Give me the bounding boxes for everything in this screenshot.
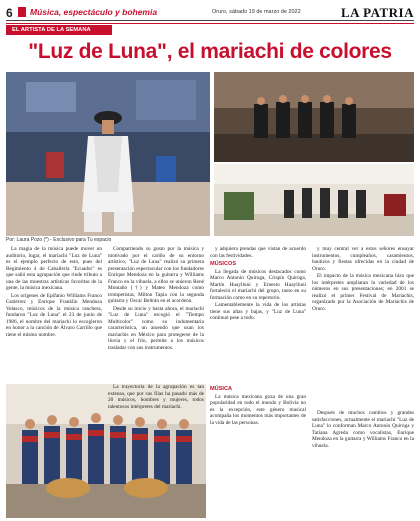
subhead-musica: MÚSICA (210, 386, 233, 392)
paragraph: La trayectoria de la agrupación es tan extensa, que por sus filas ha pasado más de 20 músicos, hombres y mujeres, todos talentosos intérpretes del mariachi. (108, 384, 204, 410)
masthead-logo: LA PATRIA (341, 5, 414, 20)
article-column-3 (210, 246, 306, 376)
paragraph: y adquiera prendas que vistan de acuerdo con las festividades. (210, 246, 306, 259)
section-title: Música, espectáculo y bohemia (30, 7, 158, 17)
kicker-rule (6, 23, 414, 24)
article-column-5 (108, 384, 204, 444)
paragraph: Los orígenes de Epifanio Williams Franco Gutiérrez y Enrique Franklin Mendoza Velasco, músicos de la música ranchera, fundaron "Luz de Luna" el 23 de junio de 1986, el nombre del mariachi lo escogieron en honor a la canción de Álvaro Carrillo que tiene el mismo nombre. (6, 292, 102, 338)
page-header (6, 6, 414, 21)
paragraph: Compartiendo su gusto por la música y motivado por el cariño de su entorno artístico, "Luz de Luna" realizó su primera presentación espectacular con los fundadores Enrique Mendoza en la guitarra y Williams Franco en la vihuela, a ellos se unieron René Montaño (†) y Mateo Mendoza como trompetistas, Milton Tapia con la segunda guitarra y Oscar Beltrán en el acordeón. (108, 246, 204, 304)
subhead-musicos: MÚSICOS (210, 261, 237, 267)
article-column-2 (108, 246, 204, 376)
photo-group (214, 72, 414, 162)
paragraph: La música mexicana goza de una gran popularidad en todo el mundo y Bolivia no es la excepción, este género musical acompaña los momentos más importantes de la vida de las personas. (210, 393, 306, 426)
paragraph: y muy central ver a estos señores ensayar instrumentos, cumpleaños, casamientos, bautizos y fiestas ofrecidas en la ciudad de Oruro. (312, 246, 414, 272)
paragraph: La llegada de músicos destacados como Marco Antonio Quiroga, Crispín Quiroga, Martín Huaylluni y Ernesto Huaylluni fortaleció el mariachi del grupo, tanto en su formación como en su repertorio. (210, 268, 306, 301)
paragraph: Después de muchos cambios y grandes satisfacciones, actualmente el mariachi "Luz de Luna" lo conforman Marco Antonio Quiroga y Tatiana Agreda como vocalistas, Enrique Mendoza en la guitarra y Williams Franco en la vihuela. (312, 410, 414, 449)
photo-lobby (214, 164, 414, 236)
article-column-7 (312, 410, 414, 518)
paragraph: La magia de la música puede mover un auditorio, lugar, el mariachi "Luz de Luna" es el ejemplo perfecto de esto, pues del Regimiento 4 de Caballería "Ecuador" es que salió esta agrupación que rinde tributo a una de las muestras artísticas favoritas de la gente, la música mexicana. (6, 246, 102, 291)
article-column-4 (312, 246, 414, 406)
section-marker (18, 7, 26, 17)
page-number: 6 (6, 6, 13, 20)
photo-credit: Por: Laura Pozo (*) - Exclusivo para Tu espacio (6, 237, 112, 243)
issue-date: Oruro, sábado 19 de marzo de 2022 (212, 9, 301, 15)
article-column-6 (210, 384, 306, 518)
paragraph: Desde su inicio y hasta ahora, el mariachi "Luz de Luna" escogió el "Tiempo Multicolor" como su indumentaria característica, un atuendo que usan los mariachis en México para protegerse de la lluvia y el frío, permite a los músicos trasladar con sus instrumentos. (108, 305, 204, 351)
kicker-label: EL ARTISTA DE LA SEMANA (6, 25, 112, 35)
headline: "Luz de Luna", el mariachi de colores (28, 40, 392, 63)
photo-singer (6, 72, 210, 236)
paragraph: El impacto de la música mexicana hizo que los intérpretes ampliaran la variedad de los números en sus presentaciones; en 2001 se realizó el primer Festival de Mariachis, organizado por la Asociación de Mariachis de Oruro. (312, 273, 414, 312)
paragraph: Lamentablemente la vida de los artistas tiene sus altas y bajas, y "Luz de Luna" continuó pese a todo. (210, 302, 306, 321)
